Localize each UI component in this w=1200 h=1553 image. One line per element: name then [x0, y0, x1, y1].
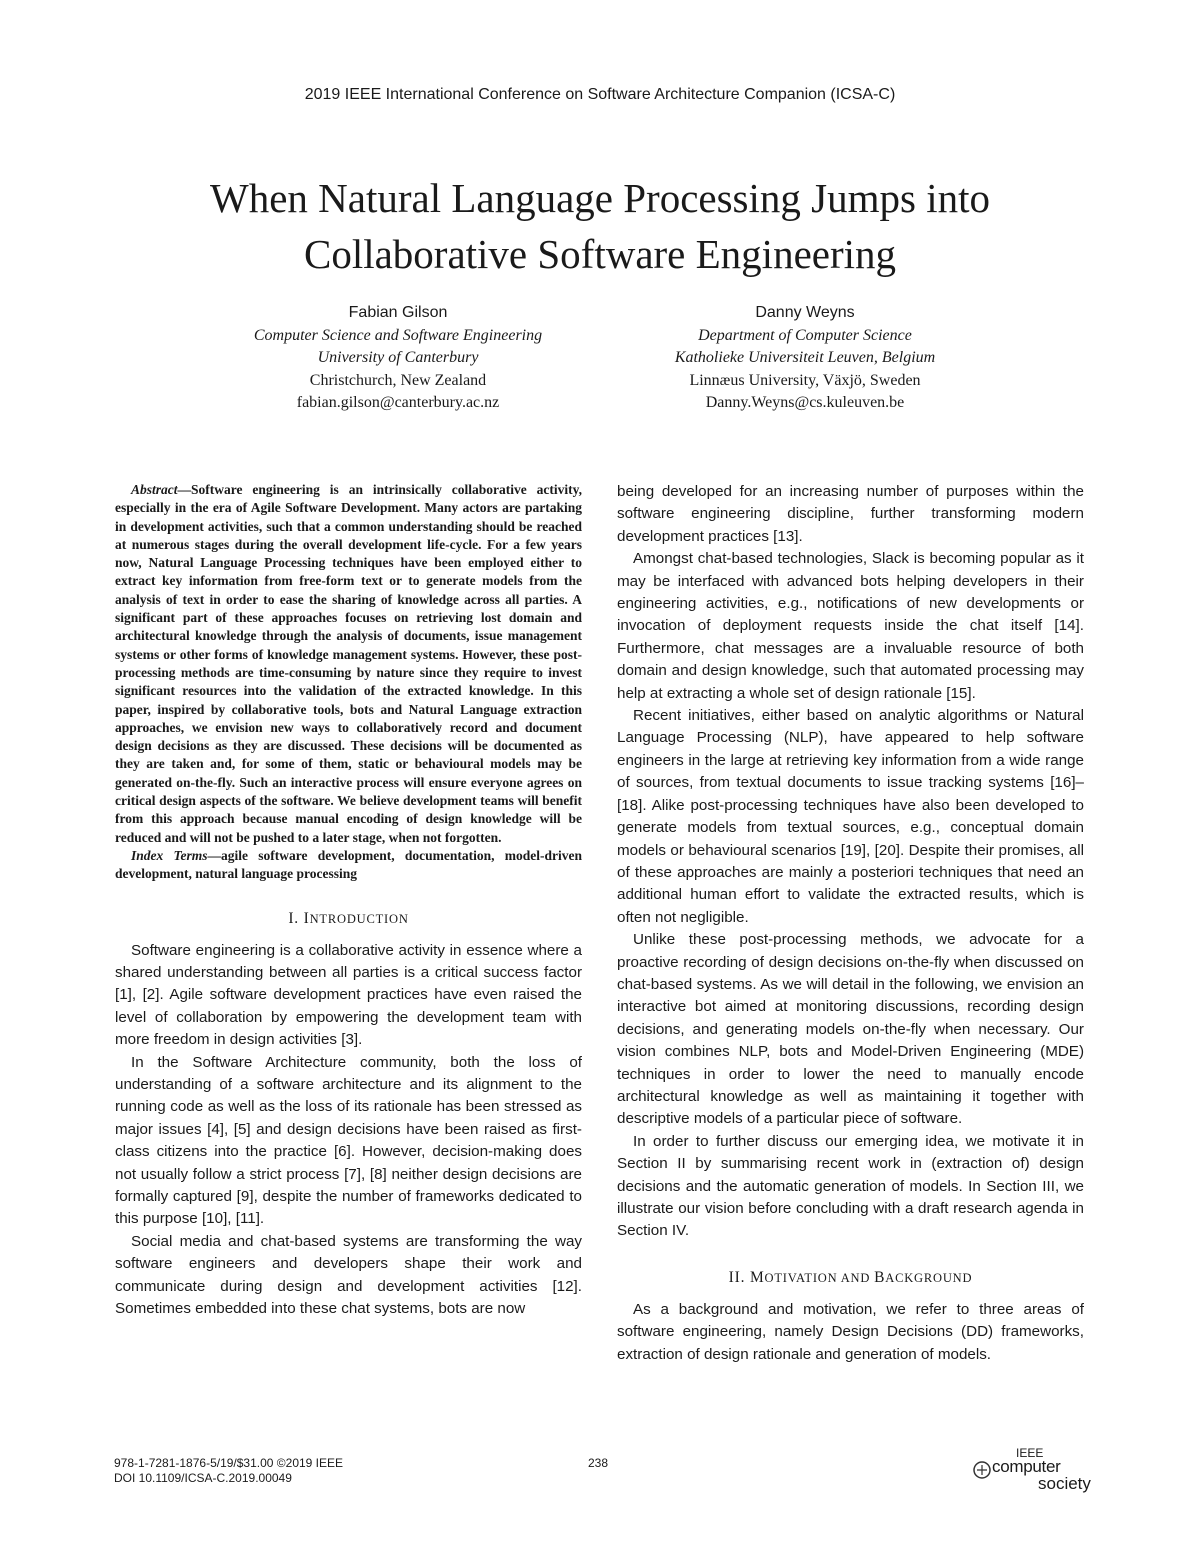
paragraph: being developed for an increasing number of purposes within the software engineering discipline, further transforming modern development practices [13].	[617, 483, 1084, 545]
section-heading-motivation: II. MOTIVATION AND BACKGROUND	[728, 1268, 973, 1286]
left-column	[115, 481, 582, 1320]
footer-doi: DOI 10.1109/ICSA-C.2019.00049	[114, 1471, 292, 1485]
logo-computer-text: computer	[992, 1457, 1061, 1476]
author-name: Danny Weyns	[755, 304, 855, 321]
section-heading-introduction: I. INTRODUCTION	[288, 909, 409, 927]
paper-title	[80, 170, 1120, 282]
author-org: Katholieke Universiteit Leuven, Belgium	[674, 349, 936, 366]
index-terms-text: —agile software development, documentation, model-driven development, natural language processing	[115, 847, 582, 882]
conference-header: 2019 IEEE International Conference on Software Architecture Companion (ICSA-C)	[304, 86, 896, 103]
author-dept: Department of Computer Science	[698, 326, 912, 344]
footer-copyright	[114, 1456, 343, 1486]
paragraph: Social media and chat-based systems are transforming the way software engineers and developers shape their work and communicate during design and development activities [12]. Sometimes embedded into these chat systems, bots are now	[115, 1232, 582, 1318]
author-name: Fabian Gilson	[348, 304, 448, 321]
title-line-1: When Natural Language Processing Jumps into	[210, 175, 990, 221]
author-location: Linnæus University, Växjö, Sweden	[689, 371, 921, 389]
paragraph: As a background and motivation, we refer to three areas of software engineering, namely Design Decisions (DD) frameworks, extraction of design rationale and generation of models.	[617, 1300, 1084, 1363]
author-block-2	[595, 302, 1015, 415]
author-org: University of Canterbury	[317, 349, 479, 366]
author-dept: Computer Science and Software Engineering	[253, 326, 543, 344]
right-column	[617, 481, 1084, 1366]
index-terms	[115, 847, 582, 884]
footer-isbn: 978-1-7281-1876-5/19/$31.00 ©2019 IEEE	[114, 1456, 344, 1470]
author-location: Christchurch, New Zealand	[309, 371, 487, 389]
abstract	[115, 481, 582, 847]
paragraph: Amongst chat-based technologies, Slack is becoming popular as it may be interfaced with advanced bots helping developers in their engineering activities, e.g., notifications of new developments or invocation of deployment requests inside the chat itself [14]. Furthermore, chat messages are a invaluable resource of both domain and design knowledge, such that automated processing may help at extracting a whole set of design rationale [15].	[617, 550, 1084, 702]
ieee-computer-society-logo	[972, 1446, 1102, 1494]
index-terms-label: Index Terms	[131, 847, 208, 863]
paragraph: Software engineering is a collaborative activity in essence where a shared understanding between all parties is a critical success factor [1], [2]. Agile software development practices have even raised the level of collaboration by empowering the development team with more freedom in design activities [3].	[115, 941, 582, 1049]
paragraph: Unlike these post-processing methods, we advocate for a proactive recording of design decisions on-the-fly when discussed on chat-based systems. As we will detail in the following, we envision an interactive bot aimed at monitoring discussions, recording design decisions, and generating models on-the-fly when necessary. Our vision combines NLP, bots and Model-Driven Engineering (MDE) techniques in order to lower the need to manually encode architectural knowledge as well as maintaining it together with descriptive models of a particular piece of software.	[617, 931, 1084, 1128]
page-number: 238	[588, 1456, 609, 1470]
abstract-text: —Software engineering is an intrinsically collaborative activity, especially in the era of Agile Software Development. Many actors are partaking in development activities, such that a common understanding should be reached at numerous stages during the overall development life-cycle. For a few years now, Natural Language Processing techniques have been employed either to extract key information from free-form text or to generate models from the analysis of text in order to ease the sharing of knowledge across all parties. A significant part of these approaches focuses on retrieving lost domain and architectural knowledge through the analysis of documents, issue management systems or other forms of knowledge management systems. However, these post-processing methods are time-consuming by nature since they require to invest significant resources into the validation of the extracted knowledge. In this paper, inspired by collaborative tools, bots and Natural Language extraction approaches, we envision new ways to collaboratively record and document design decisions as they are discussed. These decisions will be documented as they are taken and, for some of them, static or behavioural models may be generated on-the-fly. Such an interactive process will ensure everyone agrees on critical design aspects of the software. We believe development teams will benefit from this approach because manual encoding of design knowledge will be reduced and will not be pushed to a later stage, when not forgotten.	[115, 482, 582, 845]
title-line-2: Collaborative Software Engineering	[303, 231, 897, 277]
logo-ieee-text: IEEE	[1016, 1446, 1044, 1460]
author-email: fabian.gilson@canterbury.ac.nz	[296, 394, 500, 411]
ieee-logo-icon	[972, 1460, 992, 1480]
abstract-label: Abstract	[131, 482, 178, 497]
author-email: Danny.Weyns@cs.kuleuven.be	[705, 394, 905, 411]
paragraph: Recent initiatives, either based on analytic algorithms or Natural Language Processing (NLP), have appeared to help software engineers in the large at retrieving key information from a wide range of sources, from textual documents to issue tracking systems [16]–[18]. Alike post-processing techniques have also been developed to generate models from textual sources, e.g., conceptual domain models or behavioural scenarios [19], [20]. Despite their promises, all of these approaches are mainly a posteriori techniques that need an additional human effort to validate the extracted results, which is often not negligible.	[617, 707, 1084, 926]
paragraph: In the Software Architecture community, both the loss of understanding of a software architecture and its alignment to the running code as well as the loss of its rationale has been stressed as major issues [4], [5] and design decisions have been raised as first-class citizens into the practice [6]. However, decision-making does not usually follow a strict process [7], [8] neither design decisions are formally captured [9], despite the number of frameworks dedicated to this purpose [10], [11].	[115, 1053, 582, 1228]
author-block-1	[188, 302, 608, 415]
logo-society-text: society	[1038, 1474, 1091, 1493]
paragraph: In order to further discuss our emerging idea, we motivate it in Section II by summarising recent work in (extraction of) design decisions and the automatic generation of models. In Section III, we illustrate our vision before concluding with a draft research agenda in Section IV.	[617, 1132, 1084, 1240]
